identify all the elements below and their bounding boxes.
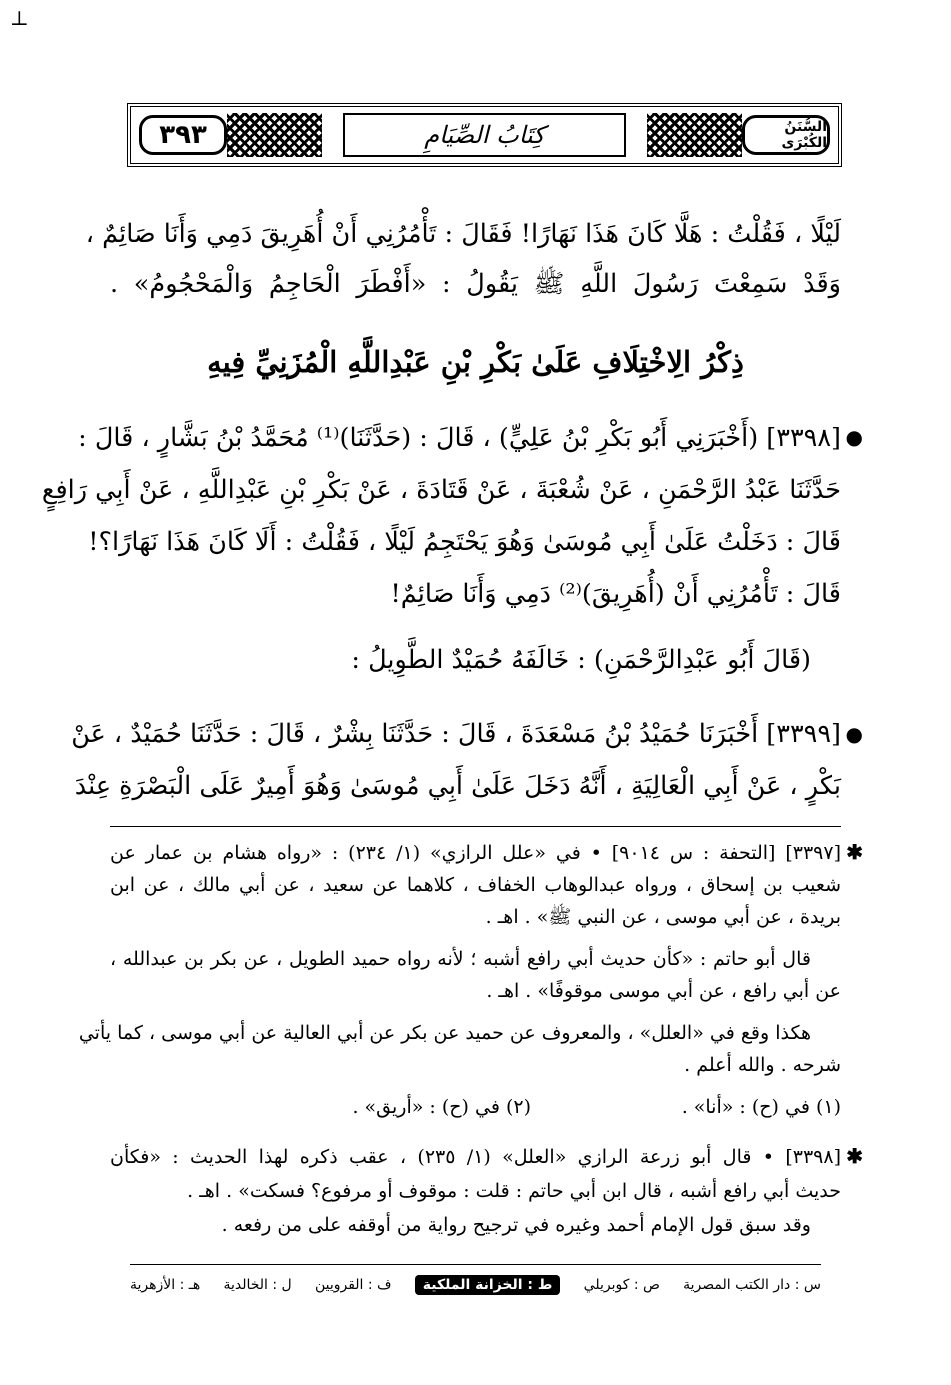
book-emblem: السُّنَنُ الكُبْرَى	[781, 119, 827, 151]
footnote-divider	[110, 826, 841, 827]
hadith-line: [٣٣٩٩] أَخْبَرَنَا حُمَيْدُ بْنُ مَسْعَدَةَ ، قَالَ : حَدَّثَنَا بِشْرٌ ، قَالَ : حَدَّثَنَا حُمَيْدٌ ، عَنْ	[71, 719, 841, 749]
section-title: ذِكْرُ الِاخْتِلَافِ عَلَىٰ بَكْرِ بْنِ عَبْدِاللَّهِ الْمُزَنِيِّ فِيهِ	[207, 345, 744, 379]
manuscript-key-item: ف : القرويين	[314, 1277, 392, 1293]
header-ornament-right	[647, 113, 742, 157]
asterisk-icon: ✱	[846, 840, 863, 864]
corner-mark: ⊥	[10, 6, 29, 30]
hadith-line: قَالَ : دَخَلْتُ عَلَىٰ أَبِي مُوسَىٰ وَهُوَ يَحْتَجِمُ لَيْلًا ، فَقُلْتُ : أَلَا كَانَ هَذَا نَهَارًا؟!	[88, 527, 841, 557]
hadith-line: قَالَ : تَأْمُرُنِي أَنْ (أُهَرِيقَ)⁽²⁾ دَمِي وَأَنَا صَائِمٌ!	[390, 579, 841, 609]
manuscript-key-item-highlighted: ط : الخزانة الملكية	[415, 1275, 561, 1295]
footnote-variant: (١) في (ح) : «أنا» .	[681, 1096, 841, 1118]
footnote-line: شرحه . والله أعلم .	[684, 1054, 841, 1076]
footnote-variant: (٢) في (ح) : «أريق» .	[352, 1096, 531, 1118]
text-line: وَقَدْ سَمِعْتَ رَسُولَ اللَّهِ ﷺ يَقُولُ : «أَفْطَرَ الْحَاجِمُ وَالْمَحْجُومُ» .	[110, 269, 841, 299]
footnote-line: قال أبو حاتم : «كأن حديث أبي رافع أشبه ؛ لأنه رواه حميد الطويل ، عن بكر بن عبدالله ،	[110, 948, 811, 970]
footnote-line: [٣٣٩٨] • قال أبو زرعة الرازي «العلل» (١/ ٢٣٥) ، عقب ذكره لهذا الحديث : «فكأن	[110, 1146, 842, 1168]
footnote-line: [٣٣٩٧] [التحفة : س ٩٠١٤] • في «علل الرازي» (١/ ٢٣٤) : «رواه هشام بن عمار عن	[110, 842, 841, 864]
asterisk-icon: ✱	[846, 1144, 863, 1168]
text-line: لَيْلًا ، فَقُلْتُ : هَلَّا كَانَ هَذَا نَهَارًا! فَقَالَ : تَأْمُرُنِي أَنْ أُهَرِيقَ دَمِي وَأَنَا صَائِمٌ ،	[85, 219, 841, 249]
footnote-line: وقد سبق قول الإمام أحمد وغيره في ترجيح رواية من أوقفه على من رفعه .	[221, 1214, 811, 1236]
page-number: ٣٩٣	[159, 120, 207, 150]
emblem-box	[742, 115, 830, 155]
page-header	[127, 103, 842, 167]
bullet-icon: ●	[845, 425, 863, 449]
hadith-line: بَكْرٍ ، عَنْ أَبِي الْعَالِيَةِ ، أَنَّهُ دَخَلَ عَلَىٰ أَبِي مُوسَىٰ وَهُوَ أَمِيرٌ عَلَى الْبَصْرَةِ عِنْدَ	[74, 771, 841, 801]
header-ornament-left	[227, 113, 322, 157]
manuscript-key-item: ل : الخالدية	[223, 1277, 292, 1293]
manuscript-key-item: ص : كوبريلي	[583, 1277, 660, 1293]
footer-divider	[130, 1264, 821, 1265]
book-title: كِتَابُ الصِّيَامِ	[424, 121, 545, 149]
manuscript-key	[130, 1270, 821, 1300]
hadith-line: حَدَّثَنَا عَبْدُ الرَّحْمَنِ ، عَنْ شُعْبَةَ ، عَنْ قَتَادَةَ ، عَنْ بَكْرِ بْنِ عَبْدِاللَّهِ ، عَنْ أَبِي رَافِعٍ	[41, 475, 841, 505]
footnote-line: حديث أبي رافع أشبه ، قال ابن أبي حاتم : قلت : موقوف أو مرفوع؟ فسكت» . اهـ .	[187, 1180, 841, 1202]
footnote-line: عن أبي رافع ، عن أبي موسى موقوفًا» . اهـ .	[486, 980, 841, 1002]
footnote-line: شعيب بن إسحاق ، ورواه عبدالوهاب الخفاف ، كلاهما عن سعيد ، عن أبي مالك ، عن ابن	[110, 874, 841, 896]
manuscript-key-item: هـ : الأزهرية	[130, 1277, 201, 1293]
footnote-line: بريدة ، عن أبي موسى ، عن النبي ﷺ» . اهـ .	[485, 906, 841, 928]
hadith-line: [٣٣٩٨] (أَخْبَرَنِي أَبُو بَكْرِ بْنُ عَلِيٍّ) ، قَالَ : (حَدَّثَنَا)⁽¹⁾ مُحَمَّدُ بْنُ بَشَّارٍ ، قَالَ :	[78, 423, 841, 453]
hadith-line: (قَالَ أَبُو عَبْدِالرَّحْمَنِ) : خَالَفَهُ حُمَيْدٌ الطَّوِيلُ :	[351, 645, 811, 675]
page-number-box	[139, 115, 227, 155]
footnote-line: هكذا وقع في «العلل» ، والمعروف عن حميد عن بكر عن أبي العالية عن أبي موسى ، كما يأتي	[78, 1022, 811, 1044]
bullet-icon: ●	[845, 722, 863, 746]
manuscript-key-item: س : دار الكتب المصرية	[683, 1277, 821, 1293]
header-title-box	[343, 113, 626, 157]
